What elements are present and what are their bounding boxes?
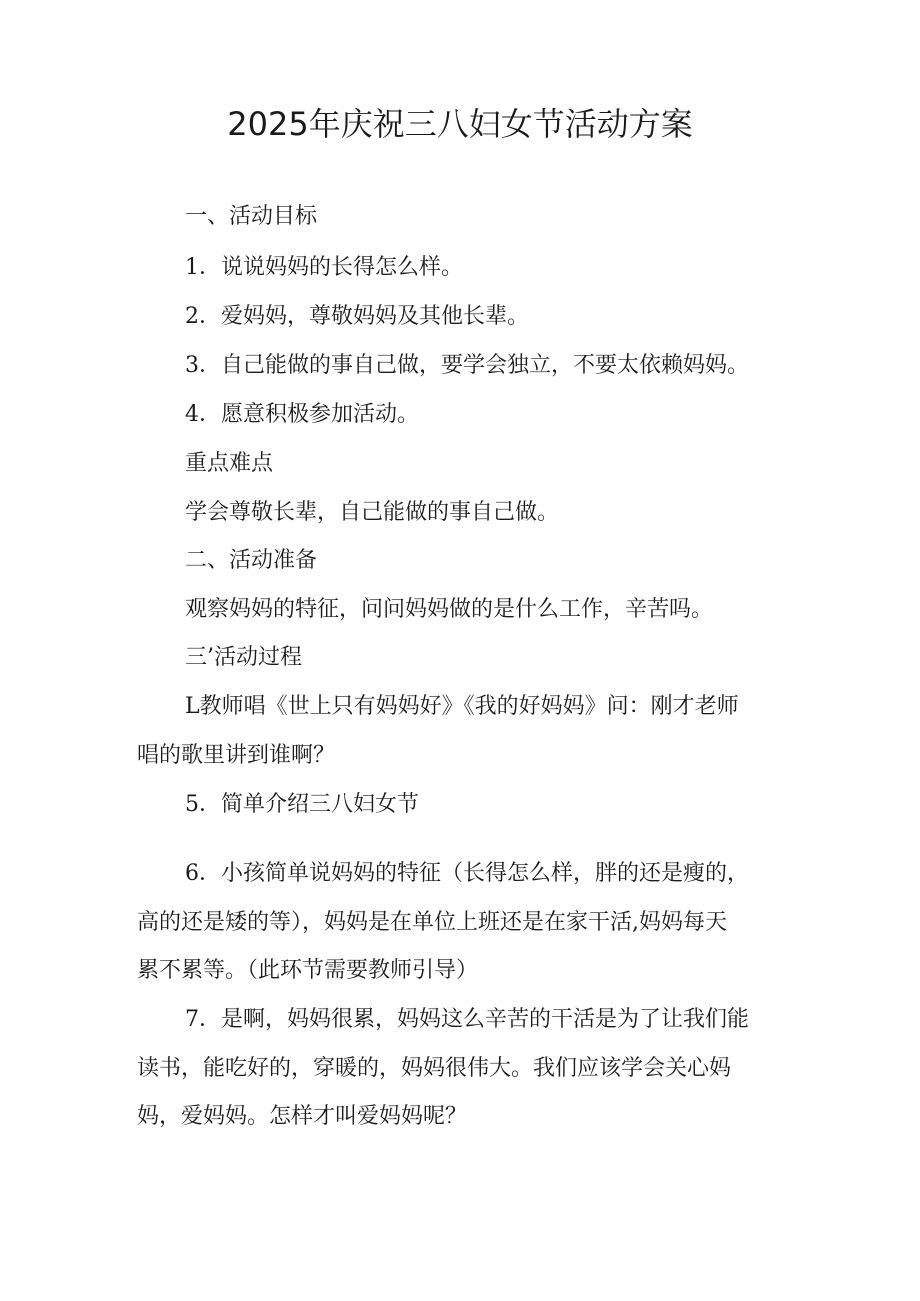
process-step-7-line-3: 妈，爱妈妈。怎样才叫爱妈妈呢？ bbox=[137, 1104, 468, 1129]
document-title: 2025年庆祝三八妇女节活动方案 bbox=[227, 105, 693, 143]
goal-item-3: 3．自己能做的事自己做，要学会独立，不要太依赖妈妈。 bbox=[185, 353, 749, 378]
process-step-7-line-2: 读书，能吃好的，穿暖的，妈妈很伟大。我们应该学会关心妈 bbox=[137, 1056, 732, 1081]
process-step-5: 5．简单介绍三八妇女节 bbox=[185, 792, 419, 817]
goal-item-2: 2．爱妈妈，尊敬妈妈及其他长辈。 bbox=[185, 304, 529, 329]
goal-item-1: 1．说说妈妈的长得怎么样。 bbox=[185, 255, 463, 280]
section-heading-goals: 一、活动目标 bbox=[185, 204, 318, 229]
process-step-1-line-2: 唱的歌里讲到谁啊？ bbox=[137, 743, 336, 768]
goal-item-4: 4．愿意积极参加活动。 bbox=[185, 402, 419, 427]
section-heading-process: 三’活动过程 bbox=[185, 645, 302, 670]
section-heading-preparation: 二、活动准备 bbox=[185, 548, 318, 573]
key-points-heading: 重点难点 bbox=[185, 451, 274, 476]
process-step-6-line-1: 6．小孩简单说妈妈的特征（长得怎么样，胖的还是瘦的， bbox=[185, 861, 749, 886]
process-step-6-line-2: 高的还是矮的等），妈妈是在单位上班还是在家干活,妈妈每天 bbox=[137, 910, 727, 935]
process-step-7-line-1: 7．是啊，妈妈很累，妈妈这么辛苦的干活是为了让我们能 bbox=[185, 1007, 749, 1032]
preparation-text: 观察妈妈的特征，问问妈妈做的是什么工作，辛苦吗。 bbox=[185, 597, 714, 622]
process-step-1-line-1: L教师唱《世上只有妈妈好》《我的好妈妈》问：刚才老师 bbox=[185, 694, 739, 719]
process-step-6-line-3: 累不累等。（此环节需要教师引导） bbox=[137, 958, 479, 983]
key-points-text: 学会尊敬长辈，自己能做的事自己做。 bbox=[185, 500, 560, 525]
